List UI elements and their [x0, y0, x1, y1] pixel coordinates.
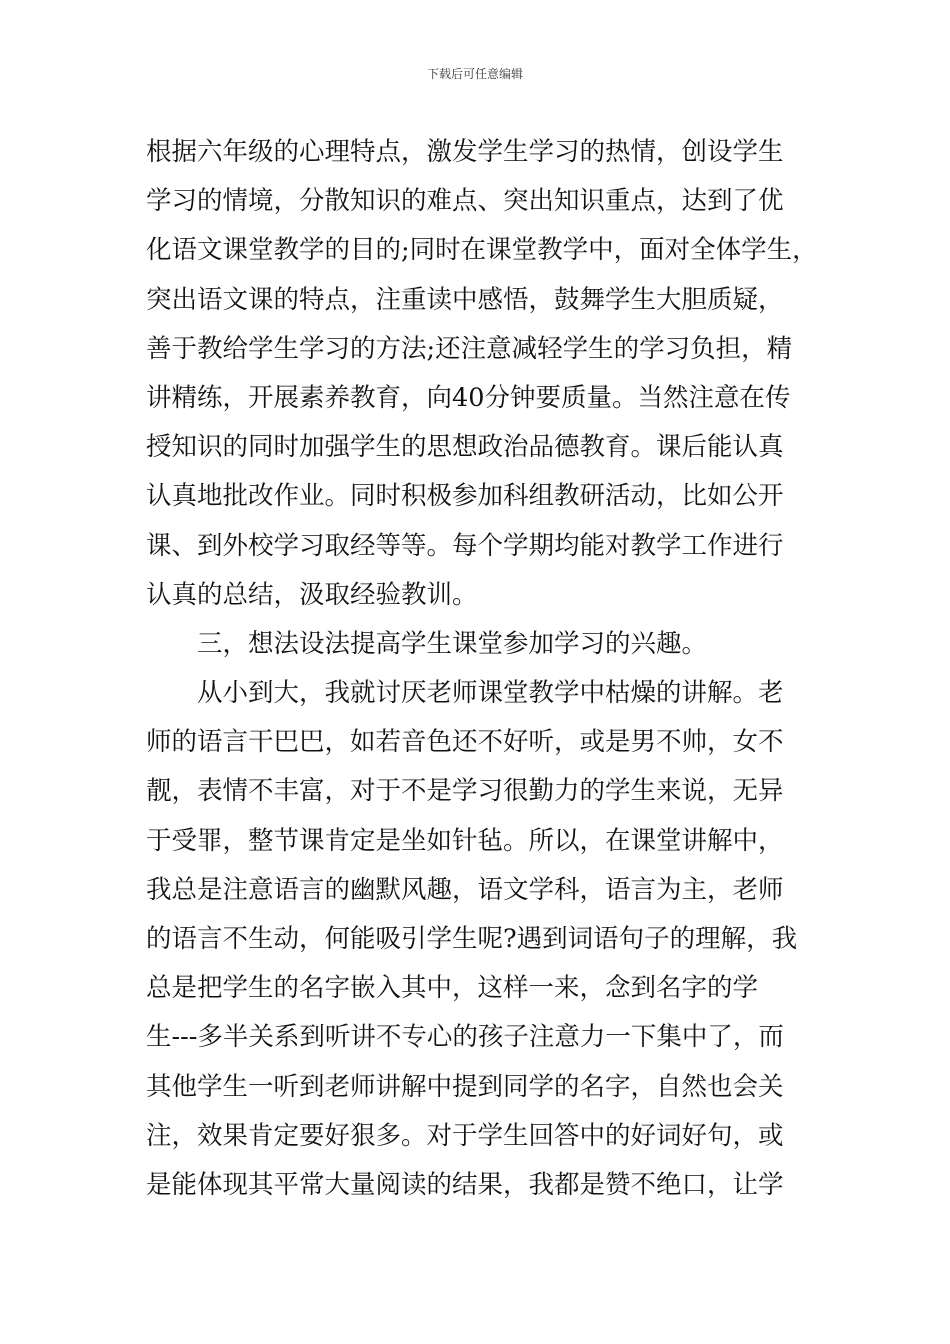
paragraph-start-line: 从小到大，我就讨厌老师课堂教学中枯燥的讲解。老	[197, 678, 784, 709]
text-line: 靓，表情不丰富，对于不是学习很勤力的学生来说，无异	[146, 776, 784, 807]
text-line: 讲精练，开展素养教育，向40分钟要质量。当然注意在传	[146, 382, 791, 413]
text-line: 的语言不生动，何能吸引学生呢?遇到词语句子的理解，我	[146, 924, 798, 954]
text-line: 突出语文课的特点，注重读中感悟，鼓舞学生大胆质疑，	[146, 284, 784, 315]
text-line: 其他学生一听到老师讲解中提到同学的名字，自然也会关	[146, 1071, 784, 1102]
text-line: 是能体现其平常大量阅读的结果，我都是赞不绝口，让学	[146, 1169, 784, 1200]
text-line: 师的语言干巴巴，如若音色还不好听，或是男不帅，女不	[146, 727, 784, 758]
text-line: 总是把学生的名字嵌入其中，这样一来，念到名字的学	[146, 973, 759, 1004]
page-header: 下载后可任意编辑	[426, 67, 523, 81]
text-line: 善于教给学生学习的方法;还注意减轻学生的学习负担，精	[146, 333, 793, 364]
text-line: 课、到外校学习取经等等。每个学期均能对教学工作进行	[146, 530, 784, 561]
text-line: 根据六年级的心理特点，激发学生学习的热情，创设学生	[146, 137, 784, 167]
text-line: 于受罪，整节课肯定是坐如针毡。所以，在课堂讲解中，	[146, 825, 784, 856]
text-line: 生---多半关系到听讲不专心的孩子注意力一下集中了，而	[146, 1022, 784, 1053]
text-line: 我总是注意语言的幽默风趣，语文学科，语言为主，老师	[146, 874, 784, 905]
text-line: 授知识的同时加强学生的思想政治品德教育。课后能认真	[146, 432, 784, 463]
document-body	[146, 128, 826, 1210]
text-line: 认真的总结，汲取经验教训。	[146, 579, 478, 610]
text-line: 学习的情境，分散知识的难点、突出知识重点，达到了优	[146, 186, 784, 217]
text-line: 注，效果肯定要好狠多。对于学生回答中的好词好句，或	[146, 1120, 784, 1151]
text-line: 化语文课堂教学的目的;同时在课堂教学中，面对全体学生，	[146, 235, 818, 266]
text-line: 认真地批改作业。同时积极参加科组教研活动，比如公开	[146, 481, 784, 512]
section-heading: 三，想法设法提高学生课堂参加学习的兴趣。	[197, 628, 708, 659]
